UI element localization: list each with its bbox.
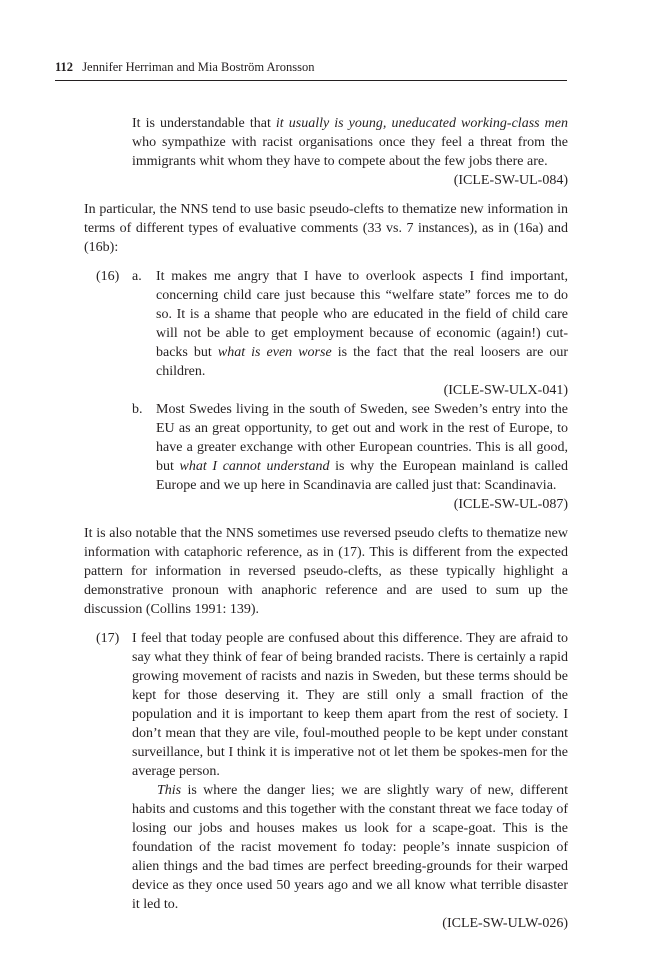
page-number: 112 [55,60,74,74]
quote-emphasis: it usually is young, uneducated working-class men [275,116,568,131]
sub-label: a. [132,269,142,284]
example-16a [132,267,568,400]
block-quote [132,114,568,190]
example-17-emphasis: This [157,783,182,798]
example-16 [84,267,568,514]
example-number: (16) [96,269,120,284]
example-16a-source: (ICLE-SW-ULX-041) [443,383,568,398]
example-16b-source: (ICLE-SW-UL-087) [453,497,568,512]
quote-text: It is understandable that it usually is young, uneducated working-class men who sympathize with racist organisations once they feel a threat from the immigrants whit whom they have to compete about the few jobs there are. [132,116,568,169]
running-head-authors: Jennifer Herriman and Mia Boström Aronsson [82,60,315,74]
quote-source: (ICLE-SW-UL-084) [453,173,568,188]
sub-label: b. [132,402,143,417]
paragraph-2: It is also notable that the NNS sometimes use reversed pseudo clefts to thematize new information with cataphoric reference, as in (17). This is different from the expected pattern for information in reversed pseudo-clefts, as these typically highlight a demonstrative pronoun with anaphoric reference and are used to sum up the discussion (Collins 1991: 139). [84,526,568,617]
example-number: (17) [96,631,120,646]
header-rule [55,80,567,81]
paragraph-1: In particular, the NNS tend to use basic pseudo-clefts to thematize new information in terms of different types of evaluative comments (33 vs. 7 instances), as in (16a) and (16b): [84,202,568,255]
example-16a-emphasis: what is even worse [217,345,332,360]
page-body [84,114,568,933]
example-16b-text: Most Swedes living in the south of Sweden, see Sweden’s entry into the EU as an great opportunity, to get out and work in the rest of Europe, to have a greater exchange with other European countries. This is all good, but what I cannot understand is why the European mainland is called Europe and we up here in Scandinavia are called just that: Scandinavia. [156,402,568,493]
example-17-source: (ICLE-SW-ULW-026) [442,916,568,931]
example-body [132,629,568,933]
example-17-paragraph-1: I feel that today people are confused about this difference. They are afraid to say what they think of fear of being branded racists. There is certainly a rapid growing movement of racists and nazis in Sweden, but these terms should be kept for those deserving it. They are still only a small fraction of the population and it is important to keep them apart from the rest of society. I don’t mean that they are vile, foul-mouthed people to be kept under constant surveillance, but I think it is imperative not ot let them be spokes-men for the average person. [132,631,568,779]
running-header [55,60,567,75]
example-body [132,267,568,514]
example-16b-emphasis: what I cannot understand [179,459,330,474]
example-16b [132,400,568,514]
example-16a-text: It makes me angry that I have to overlook aspects I find important, concerning child care just because this “welfare state” forces me to do so. It is a shame that people who are educated in the field of child care will not be able to get employment because of economic (again!) cut-backs but what is even worse is the fact that the real loosers are our children. [156,269,568,379]
example-17 [84,629,568,933]
example-17-paragraph-2: This is where the danger lies; we are slightly wary of new, different habits and customs and this together with the constant threat we face today of losing our jobs and houses makes us look for a scape-goat. This is the foundation of the racist movement fo today: people’s innate suspicion of alien things and the bad times are perfect breeding-grounds for their warped device as they once used 50 years ago and we all know what terrible disaster it led to. [132,783,568,912]
